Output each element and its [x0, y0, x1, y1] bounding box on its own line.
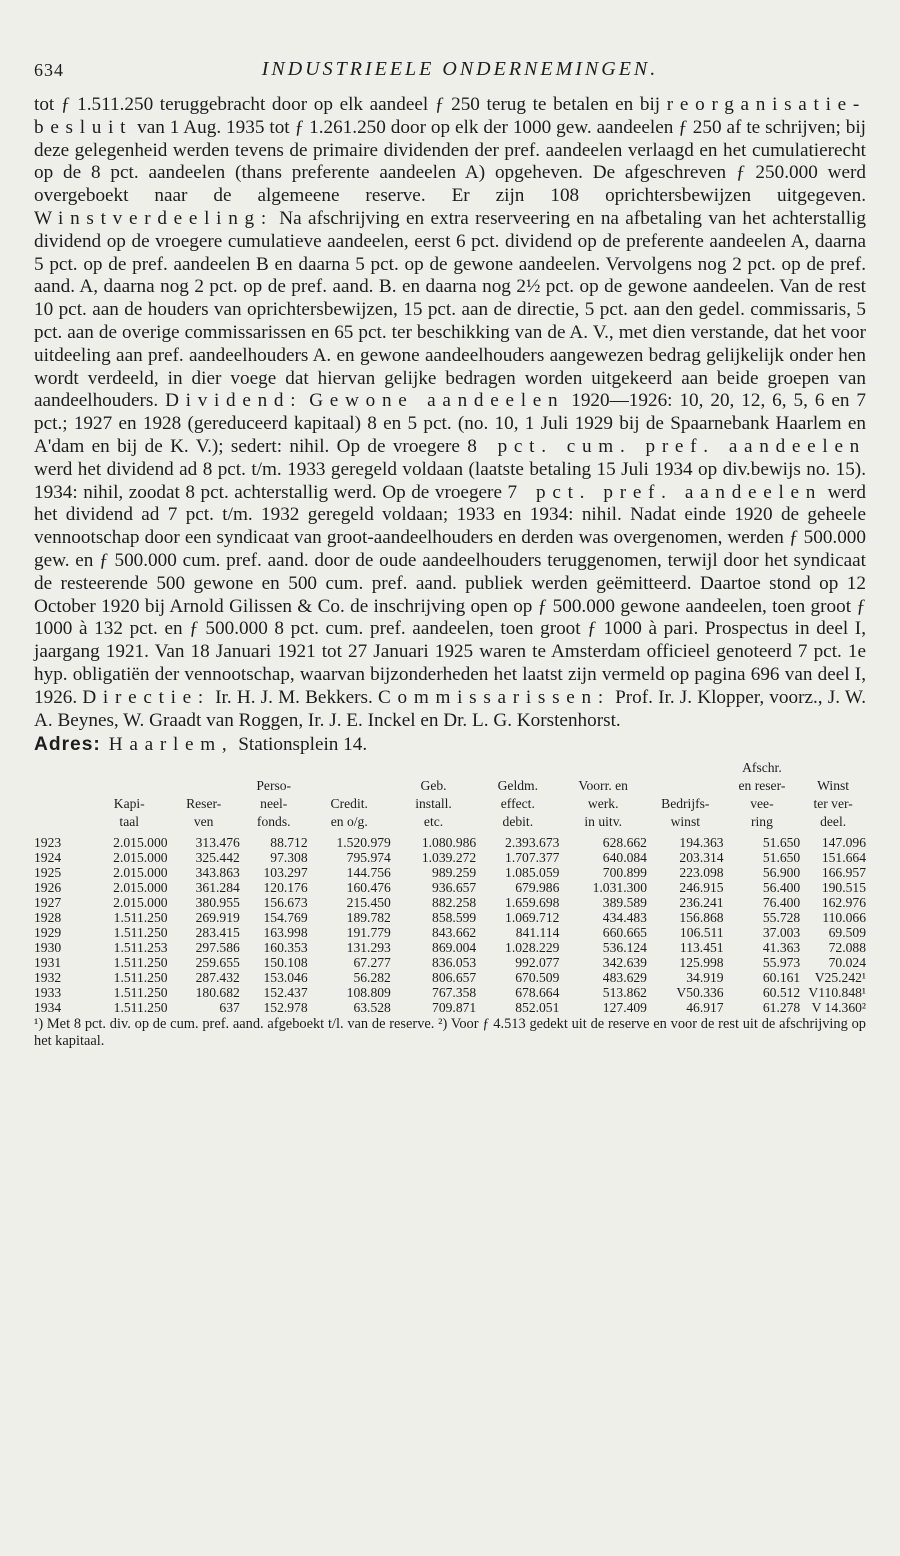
table-header-cell: Geb. — [420, 778, 447, 794]
table-cell: 147.096 — [821, 835, 866, 851]
table-header-cell: Kapi- — [113, 796, 145, 812]
running-head — [34, 58, 866, 94]
table-cell: 640.084 — [602, 850, 647, 866]
table-cell: 679.986 — [515, 880, 560, 896]
table-header-cell: taal — [119, 814, 140, 830]
table-cell: 989.259 — [432, 865, 477, 881]
table-cell: 76.400 — [762, 895, 801, 911]
table-header-cell: Credit. — [330, 796, 368, 812]
running-title: INDUSTRIEELE ONDERNEMINGEN. — [261, 58, 659, 80]
text-run: van 1 Aug. 1935 tot ƒ 1.261.250 door op elk der 1000 gew. aandeelen ƒ 250 af te schrijven; bij deze gelegenheid werden tevens de primaire dividenden der pref. aandeelen verlaagd en het cumulatierecht op de 8 pct. aandeelen (thans preferente aandeelen A) opgeheven. De afgeschreven ƒ 250.000 werd overgeboekt naar de algemeene reserve. Er zijn 108 oprichtersbewijzen uitgegeven. — [34, 116, 866, 207]
table-cell: 63.528 — [353, 1000, 391, 1016]
table-cell: 342.639 — [602, 955, 647, 971]
spaced-term: 8 pct. cum. pref. aandeelen — [467, 435, 866, 457]
table-cell: 841.114 — [515, 925, 560, 941]
table-cell: 60.512 — [762, 985, 801, 1001]
table-header-cell — [34, 760, 91, 778]
table-row — [34, 940, 866, 955]
table-body — [34, 832, 866, 1015]
table-cell: 152.978 — [263, 1000, 308, 1016]
table-cell: 97.308 — [270, 850, 308, 866]
table-header-cell: Bedrijfs- — [661, 796, 710, 812]
table-cell: 166.957 — [821, 865, 866, 881]
page-number: 634 — [34, 60, 64, 80]
table-cell: 700.899 — [602, 865, 647, 881]
table-cell: 163.998 — [263, 925, 308, 941]
table-header-cell: effect. — [500, 796, 535, 812]
address-label: Adres: — [34, 734, 101, 756]
table-header-cell: winst — [670, 814, 701, 830]
table-cell: 46.917 — [686, 1000, 724, 1016]
table-cell: 1.080.986 — [421, 835, 477, 851]
table-cell: 151.664 — [821, 850, 866, 866]
table-cell: 223.098 — [679, 865, 724, 881]
section-label-commissarissen: Commissarissen: — [377, 686, 610, 708]
table-cell: 110.066 — [822, 910, 866, 926]
footnotes: ¹) Met 8 pct. div. op de cum. pref. aand. afgeboekt t/l. van de reserve. ²) Voor ƒ 4.513 gedekt uit de reserve en voor de rest uit de afschrijving op het kapitaal. — [34, 1016, 866, 1049]
table-cell: 287.432 — [195, 970, 240, 986]
table-header-cell: Afschr. — [742, 760, 782, 776]
table-cell: 120.176 — [263, 880, 308, 896]
table-cell: 1.511.250 — [113, 985, 168, 1001]
table-cell: 156.673 — [263, 895, 308, 911]
table-year-cell: 1923 — [34, 835, 62, 851]
table-cell: 628.662 — [602, 835, 647, 851]
table-header-row — [34, 796, 866, 814]
table-cell: 806.657 — [432, 970, 477, 986]
spaced-term: reorganisatie-besluit — [34, 94, 866, 138]
table-header-cell — [34, 814, 91, 832]
table-cell: 536.124 — [602, 940, 647, 956]
table-row — [34, 880, 866, 895]
table-cell: 936.657 — [432, 880, 477, 896]
table-cell: 55.728 — [762, 910, 801, 926]
table-cell: 313.476 — [195, 835, 240, 851]
table-header-cell: en o/g. — [330, 814, 368, 830]
table-header-cell: fonds. — [256, 814, 291, 830]
table-cell: 131.293 — [346, 940, 391, 956]
table-header-cell: vee- — [750, 796, 774, 812]
table-header-cell — [34, 778, 91, 796]
section-label-directie: Directie: — [82, 686, 210, 708]
table-cell: 637 — [219, 1000, 240, 1016]
table-cell: 869.004 — [432, 940, 477, 956]
table-cell: 513.862 — [602, 985, 647, 1001]
table-cell: 51.650 — [762, 850, 801, 866]
table-cell: 56.400 — [762, 880, 801, 896]
section-label-winstverdeeling: Winstverdeeling: — [34, 207, 273, 229]
table-cell: 60.161 — [762, 970, 801, 986]
table-header-cell: Geldm. — [497, 778, 539, 794]
table-year-cell: 1933 — [34, 985, 62, 1001]
table-cell: 160.353 — [263, 940, 308, 956]
table-year-cell: 1928 — [34, 910, 62, 926]
table-year-cell: 1934 — [34, 1000, 62, 1016]
table-cell: 34.919 — [686, 970, 724, 986]
address-city: Haarlem, — [108, 734, 234, 756]
table-cell: 108.809 — [346, 985, 391, 1001]
table-header-cell — [168, 760, 240, 778]
table-cell: 2.393.673 — [505, 835, 560, 851]
table-header-cell: ring — [750, 814, 773, 830]
table-row — [34, 1000, 866, 1015]
table-header-cell: ven — [193, 814, 214, 830]
table-header-cell — [240, 760, 308, 778]
table-cell: 246.915 — [679, 880, 724, 896]
table-header-cell — [647, 778, 724, 796]
table-header-cell: Winst — [817, 778, 850, 794]
table-row — [34, 985, 866, 1000]
table-cell: 795.974 — [346, 850, 391, 866]
table-cell: 2.015.000 — [113, 895, 168, 911]
table-cell: 843.662 — [432, 925, 477, 941]
spaced-term: Gewone aandeelen — [309, 390, 565, 412]
table-cell: 56.900 — [762, 865, 801, 881]
table-cell: 190.515 — [821, 880, 866, 896]
table-cell: 434.483 — [602, 910, 647, 926]
table-cell: 325.442 — [195, 850, 240, 866]
table-cell: 61.278 — [762, 1000, 801, 1016]
table-year-cell: 1931 — [34, 955, 62, 971]
table-header-cell — [647, 760, 724, 778]
table-cell: 1.039.272 — [421, 850, 477, 866]
body-paragraph — [34, 94, 866, 732]
table-cell: 215.450 — [346, 895, 391, 911]
table-cell: 191.779 — [346, 925, 391, 941]
table-cell: 70.024 — [828, 955, 866, 971]
table-cell: 858.599 — [432, 910, 477, 926]
text-run: tot ƒ 1.511.250 teruggebracht door op elk aandeel ƒ 250 terug te betalen en bij — [34, 94, 667, 115]
table-cell: 56.282 — [353, 970, 391, 986]
table-header-row — [34, 814, 866, 832]
table-header-cell — [91, 778, 168, 796]
table-cell: 297.586 — [195, 940, 240, 956]
table-cell: 709.871 — [432, 1000, 477, 1016]
table-cell: 41.363 — [762, 940, 801, 956]
table-row — [34, 925, 866, 940]
table-cell: 1.511.250 — [113, 970, 168, 986]
table-cell: 153.046 — [263, 970, 308, 986]
table-cell: 72.088 — [828, 940, 866, 956]
table-cell: 51.650 — [762, 835, 801, 851]
table-cell: 150.108 — [263, 955, 308, 971]
table-cell: 88.712 — [270, 835, 308, 851]
table-cell: 1.511.250 — [113, 955, 168, 971]
table-cell: 1.511.250 — [113, 1000, 168, 1016]
table-cell: 2.015.000 — [113, 835, 168, 851]
table-header-cell: ter ver- — [813, 796, 853, 812]
table-cell: 1.069.712 — [505, 910, 560, 926]
text-run: werd het dividend ad 8 pct. t/m. 1933 geregeld voldaan (laatste betaling 15 Juli 1934 op div.bewijs no. 15). 1934: nihil, zoodat 8 pct. achterstallig werd. Op de vroegere — [34, 458, 866, 503]
section-label-dividend: Dividend: — [165, 390, 303, 412]
table-cell: 125.998 — [679, 955, 724, 971]
table-cell: V25.242¹ — [814, 970, 866, 986]
table-header — [34, 760, 866, 832]
table-cell: 236.241 — [679, 895, 724, 911]
table-cell: 113.451 — [679, 940, 724, 956]
table-cell: 1.511.253 — [113, 940, 168, 956]
table-cell: 1.520.979 — [336, 835, 391, 851]
table-year-cell: 1927 — [34, 895, 62, 911]
table-cell: 836.053 — [432, 955, 477, 971]
table-cell: 678.664 — [515, 985, 560, 1001]
text-run: Na afschrijving en extra reserveering en na afbetaling van het achterstallig dividend op de vroegere cumulatieve aandeelen, eerst 6 pct. dividend op de preferente aandeelen A, daarna 5 pct. op de pref. aandeelen B en daarna 5 pct. op de gewone aandeelen. Vervolgens nog 2 pct. op de pref. aand. A, daarna nog 2 pct. op de pref. aand. B. en daarna nog 2½ pct. op de gewone aandeelen. Van de rest 10 pct. aan de houders van oprichtersbewijzen, 15 pct. aan de directie, 5 pct. aan den gedel. commissaris, 5 pct. aan de overige commissarissen en 65 pct. ter beschikking van de A. V., met dien verstande, dat het voor uitdeeling aan pref. aandeelhouders A. en gewone aandeelhouders aangewezen bedrag gelijkelijk onder hen wordt verdeeld, in dier voege dat hiervan gelijke bedragen worden uitgekeerd aan beide groepen van aandeelhouders. — [34, 207, 866, 412]
table-cell: 2.015.000 — [113, 865, 168, 881]
table-year-cell: 1932 — [34, 970, 62, 986]
table-row — [34, 865, 866, 880]
table-cell: 152.437 — [263, 985, 308, 1001]
table-cell: 1.028.229 — [505, 940, 560, 956]
table-header-cell: etc. — [423, 814, 444, 830]
table-cell: 1.085.059 — [505, 865, 560, 881]
table-header-cell — [308, 778, 391, 796]
table-cell: 2.015.000 — [113, 880, 168, 896]
table-header-cell: Voorr. en — [578, 778, 628, 794]
table-header-cell — [91, 760, 168, 778]
text-run: Prof. Ir. J. Klopper, voorz., J. W. A. Beynes, W. Graadt van Roggen, Ir. J. E. Inckel en Dr. L. G. Korstenhorst. — [34, 686, 866, 731]
table-cell: 1.707.377 — [505, 850, 560, 866]
table-cell: 203.314 — [679, 850, 724, 866]
table-header-cell — [559, 760, 647, 778]
table-cell: 1.511.250 — [113, 910, 168, 926]
text-run: 1920—1926: 10, 20, 12, 6, 5, 6 en 7 pct.; 1927 en 1928 (gereduceerd kapitaal) 8 en 5 pct. (no. 10, 1 Juli 1929 bij de Spaarnebank Haarlem en A'dam en bij de K. V.); sedert: nihil. Op de vroegere — [34, 390, 866, 457]
table-header-cell: neel- — [260, 796, 288, 812]
table-cell: 283.415 — [195, 925, 240, 941]
table-cell: 343.863 — [195, 865, 240, 881]
table-cell: 389.589 — [602, 895, 647, 911]
table-row — [34, 895, 866, 910]
table-cell: 2.015.000 — [113, 850, 168, 866]
table-header-cell: in uitv. — [584, 814, 623, 830]
table-header-cell: Reser- — [186, 796, 222, 812]
table-header-row — [34, 760, 866, 778]
table-header-cell — [34, 796, 91, 814]
table-cell: 106.511 — [679, 925, 724, 941]
table-cell: 160.476 — [346, 880, 391, 896]
table-cell: 852.051 — [515, 1000, 560, 1016]
table-row — [34, 850, 866, 865]
table-cell: 144.756 — [346, 865, 391, 881]
table-header-cell — [168, 778, 240, 796]
table-cell: 55.973 — [762, 955, 801, 971]
table-year-cell: 1925 — [34, 865, 62, 881]
table-header-cell: Perso- — [256, 778, 292, 794]
table-cell: 127.409 — [602, 1000, 647, 1016]
table-year-cell: 1929 — [34, 925, 62, 941]
table-cell: 380.955 — [195, 895, 240, 911]
table-cell: 189.782 — [346, 910, 391, 926]
table-row — [34, 970, 866, 985]
text-run: werd het dividend ad 7 pct. t/m. 1932 geregeld voldaan; 1933 en 1934: nihil. Nadat einde 1920 de geheele vennootschap door een syndicaat van groot-aandeelhouders en derden was overgenomen, werden ƒ 500.000 gew. en ƒ 500.000 cum. pref. aand. door de oude aandeelhouders teruggenomen, terwijl door het syndicaat de resteerende 500 gewone en 500 cum. pref. aand. publiek werden geëmitteerd. Daartoe stond op 12 October 1920 bij Arnold Gilissen & Co. de inschrijving open op ƒ 500.000 gewone aandeelen, toen groot ƒ 1000 à 132 pct. en ƒ 500.000 8 pct. cum. pref. aandeelen, toen groot ƒ 1000 à pari. Prospectus in deel I, jaargang 1921. Van 18 Januari 1921 tot 27 Januari 1925 waren te Amsterdam officieel genoteerd 7 pct. 1e hyp. obligatiën der vennootschap, waarvan bijzonderheden het laatst zijn vermeld op pagina 696 van deel I, 1926. — [34, 481, 866, 708]
table-cell: 103.297 — [263, 865, 308, 881]
table-cell: 992.077 — [515, 955, 560, 971]
address-line — [34, 733, 866, 756]
table-cell: 37.003 — [762, 925, 801, 941]
table-cell: 670.509 — [515, 970, 560, 986]
table-cell: 162.976 — [821, 895, 866, 911]
table-cell: 1.031.300 — [592, 880, 647, 896]
table-cell: 156.868 — [679, 910, 724, 926]
table-header-cell: deel. — [820, 814, 847, 830]
table-cell: V50.336 — [676, 985, 724, 1001]
table-header-cell — [308, 760, 391, 778]
table-header-cell — [391, 760, 476, 778]
table-header-row — [34, 778, 866, 796]
table-header-cell: debit. — [502, 814, 534, 830]
table-cell: 1.511.250 — [113, 925, 168, 941]
table-row — [34, 910, 866, 925]
table-cell: 660.665 — [602, 925, 647, 941]
table-row — [34, 832, 866, 850]
spaced-term: 7 pct. pref. aandeelen — [507, 481, 823, 503]
table-header-cell: install. — [415, 796, 452, 812]
financial-table — [34, 760, 866, 1015]
table-year-cell: 1930 — [34, 940, 62, 956]
table-year-cell: 1926 — [34, 880, 62, 896]
table-cell: 180.682 — [195, 985, 240, 1001]
table-cell: 882.258 — [432, 895, 477, 911]
table-cell: 69.509 — [828, 925, 866, 941]
table-cell: 194.363 — [679, 835, 724, 851]
table-cell: 269.919 — [195, 910, 240, 926]
table-cell: 483.629 — [602, 970, 647, 986]
table-cell: V 14.360² — [811, 1000, 866, 1016]
text-run: Ir. H. J. M. Bekkers. — [209, 686, 378, 708]
table-cell: 154.769 — [263, 910, 308, 926]
table-year-cell: 1924 — [34, 850, 62, 866]
table-header-cell — [800, 760, 866, 778]
table-cell: 361.284 — [195, 880, 240, 896]
table-cell: V110.848¹ — [808, 985, 866, 1001]
table-cell: 1.659.698 — [505, 895, 560, 911]
table-row — [34, 955, 866, 970]
address-street: Stationsplein 14. — [233, 734, 368, 756]
table-header-cell: werk. — [587, 796, 619, 812]
table-cell: 67.277 — [353, 955, 391, 971]
table-header-cell: en reser- — [738, 778, 786, 794]
table-header-cell — [476, 760, 559, 778]
table-cell: 259.655 — [195, 955, 240, 971]
table-cell: 767.358 — [432, 985, 477, 1001]
